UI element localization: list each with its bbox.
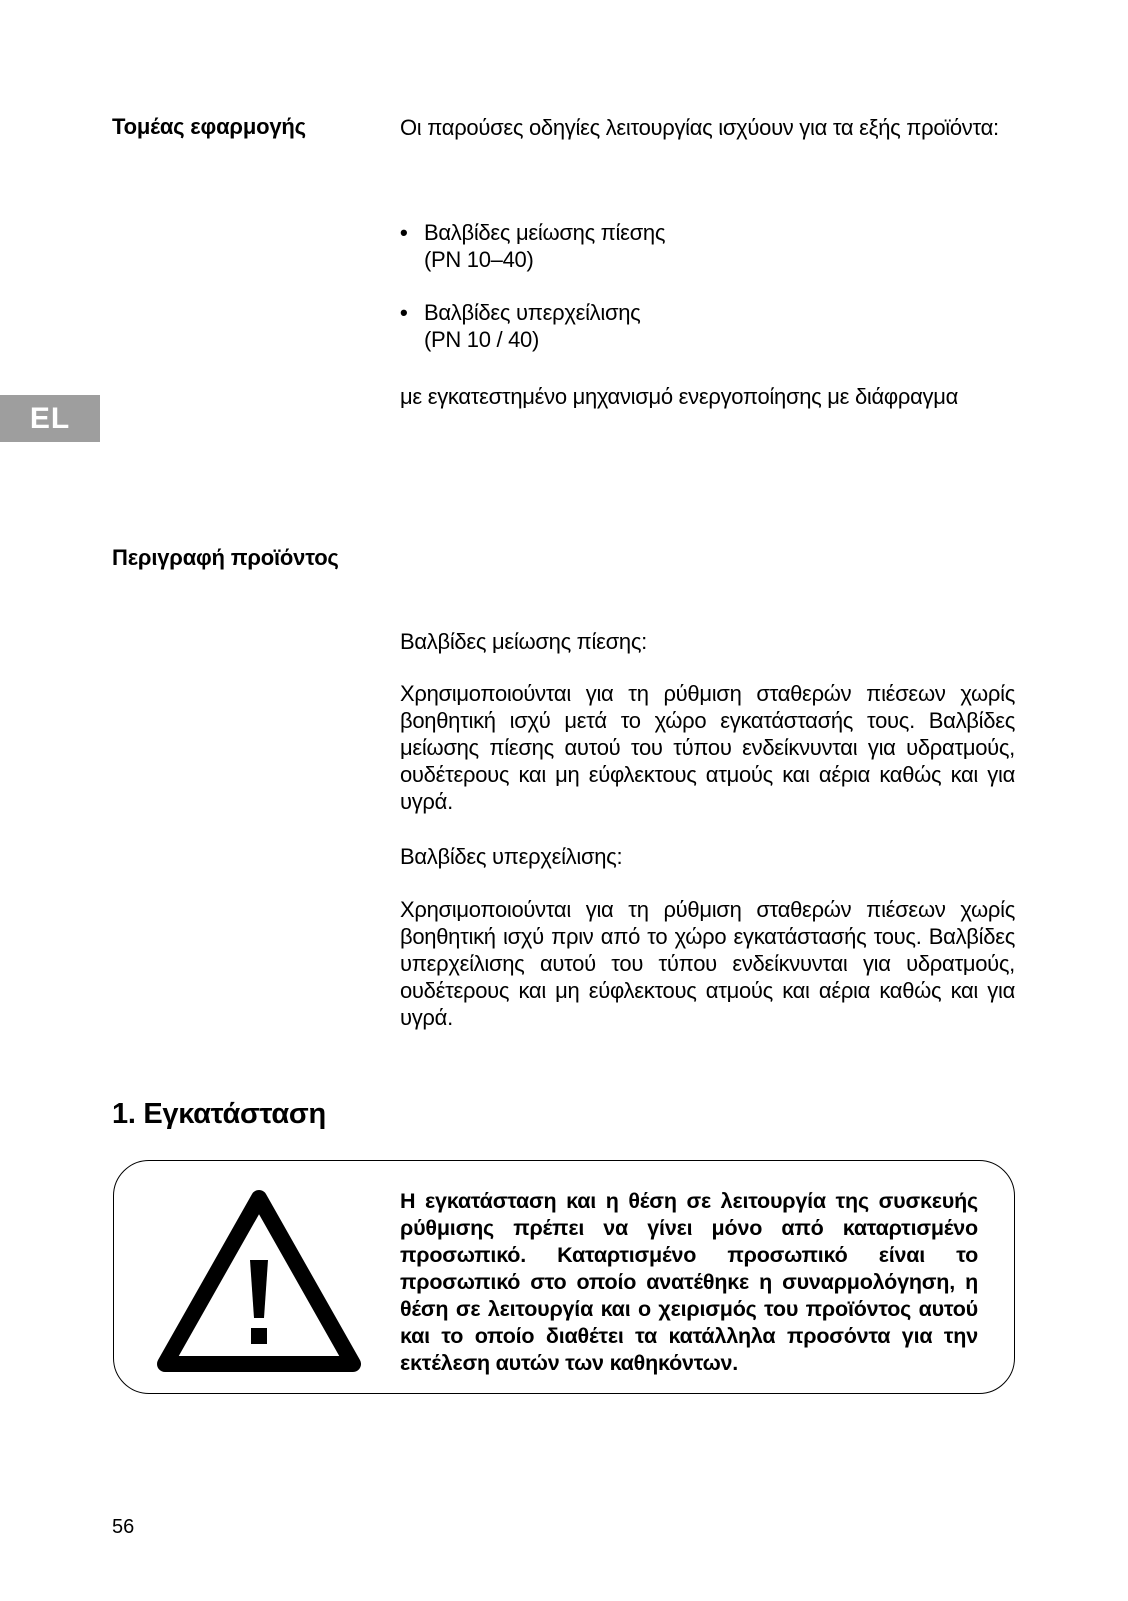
scope-item-pressure-reducing xyxy=(400,219,800,273)
pressure-reducing-title: Βαλβίδες μείωσης πίεσης: xyxy=(400,629,647,654)
scope-item-overflow xyxy=(400,299,800,353)
scope-item-detail: (PN 10–40) xyxy=(424,247,534,272)
scope-item-detail: (PN 10 / 40) xyxy=(424,327,540,352)
overflow-title: Βαλβίδες υπερχείλισης: xyxy=(400,844,623,869)
description-label: Περιγραφή προϊόντος xyxy=(112,545,339,570)
scope-item-name: Βαλβίδες μείωσης πίεσης xyxy=(424,220,666,245)
scope-label: Τομέας εφαρμογής xyxy=(112,114,306,139)
page-number: 56 xyxy=(112,1516,135,1538)
warning-triangle-icon xyxy=(157,1188,361,1374)
scope-item-name: Βαλβίδες υπερχείλισης xyxy=(424,300,641,325)
bullet-icon: • xyxy=(400,220,408,245)
bullet-icon: • xyxy=(400,300,408,325)
scope-intro: Οι παρούσες οδηγίες λειτουργίας ισχύουν για τα εξής προϊόντα: xyxy=(400,115,999,140)
scope-footer: με εγκατεστημένο μηχανισμό ενεργοποίησης με διάφραγμα xyxy=(400,384,959,409)
warning-text: Η εγκατάσταση και η θέση σε λειτουργία της συσκευής ρύθμισης πρέπει να γίνει μόνο από καταρτισμένο προσωπικό. Καταρτισμένο προσωπικό είναι το προσωπικό στο οποίο ανατέθηκε η συναρμολόγηση, η θέση σε λειτουργία και ο χειρισμός του προϊόντος αυτού και το οποίο διαθέτει τα κατάλληλα προσόντα για την εκτέλεση αυτών των καθηκόντων. xyxy=(400,1189,978,1375)
installation-heading: 1. Εγκατάσταση xyxy=(112,1098,326,1130)
overflow-text: Χρησιμοποιούνται για τη ρύθμιση σταθερών πιέσεων χωρίς βοηθητική ισχύ πριν από το χώρο εγκατάστασής τους. Βαλβίδες υπερχείλισης αυτού του τύπου ενδείκνυνται για υδρατμούς, ουδέτερους και μη εύφλεκτους ατμούς και αέρια καθώς και για υγρά. xyxy=(400,897,1015,1030)
language-tab: EL xyxy=(0,395,100,442)
pressure-reducing-text: Χρησιμοποιούνται για τη ρύθμιση σταθερών πιέσεων χωρίς βοηθητική ισχύ μετά το χώρο εγκατάστασής τους. Βαλβίδες μείωσης πίεσης αυτού του τύπου ενδείκνυνται για υδρατμούς, ουδέτερους και μη εύφλεκτους ατμούς και αέρια καθώς και για υγρά. xyxy=(400,681,1015,814)
